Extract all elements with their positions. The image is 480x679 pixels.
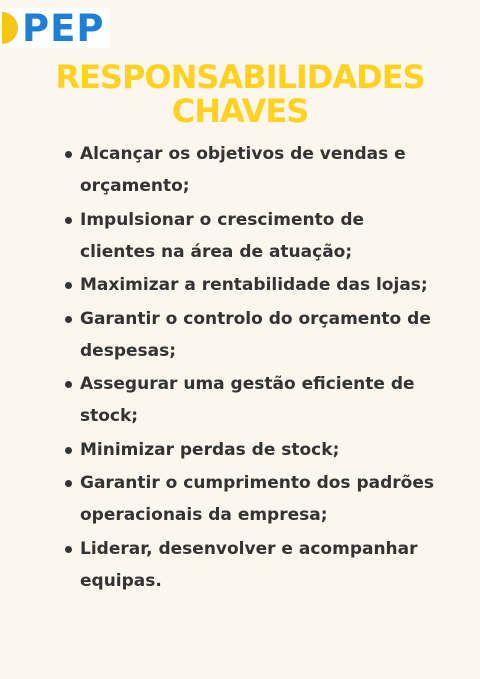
list-item: [62, 368, 442, 432]
bullet-icon: [65, 546, 72, 553]
bullet-icon: [65, 381, 72, 388]
responsibilities-list: [62, 138, 442, 598]
bullet-icon: [65, 151, 72, 158]
list-item-text: Liderar, desenvolver e acompanhar equipas.: [80, 538, 418, 591]
list-item: [62, 204, 442, 268]
logo-text: PEP: [22, 6, 105, 50]
logo: [0, 8, 110, 48]
list-item: [62, 434, 442, 466]
title-line-2: CHAVES: [171, 92, 309, 130]
bullet-icon: [65, 447, 72, 454]
list-item-text: Garantir o cumprimento dos padrões operacionais da empresa;: [80, 473, 434, 525]
list-item-text: Alcançar os objetivos de vendas e orçamento;: [80, 144, 406, 196]
title-line-1: RESPONSABILIDADES: [55, 58, 425, 96]
list-item-text: Impulsionar o crescimento de clientes na área de atuação;: [80, 209, 365, 262]
page-title: [0, 60, 480, 128]
list-item: [62, 138, 442, 202]
list-item: [62, 269, 442, 301]
bullet-icon: [65, 217, 72, 224]
bullet-icon: [65, 282, 72, 289]
bullet-icon: [65, 480, 72, 487]
list-item-text: Minimizar perdas de stock;: [80, 439, 340, 460]
list-item-text: Garantir o controlo do orçamento de despesas;: [80, 308, 431, 361]
list-item: [62, 303, 442, 367]
list-item: [62, 533, 442, 597]
logo-mark-icon: [2, 12, 18, 44]
list-item-text: Assegurar uma gestão eficiente de stock;: [80, 374, 415, 426]
list-item-text: Maximizar a rentabilidade das lojas;: [80, 275, 428, 295]
bullet-icon: [65, 316, 72, 323]
list-item: [62, 467, 442, 531]
